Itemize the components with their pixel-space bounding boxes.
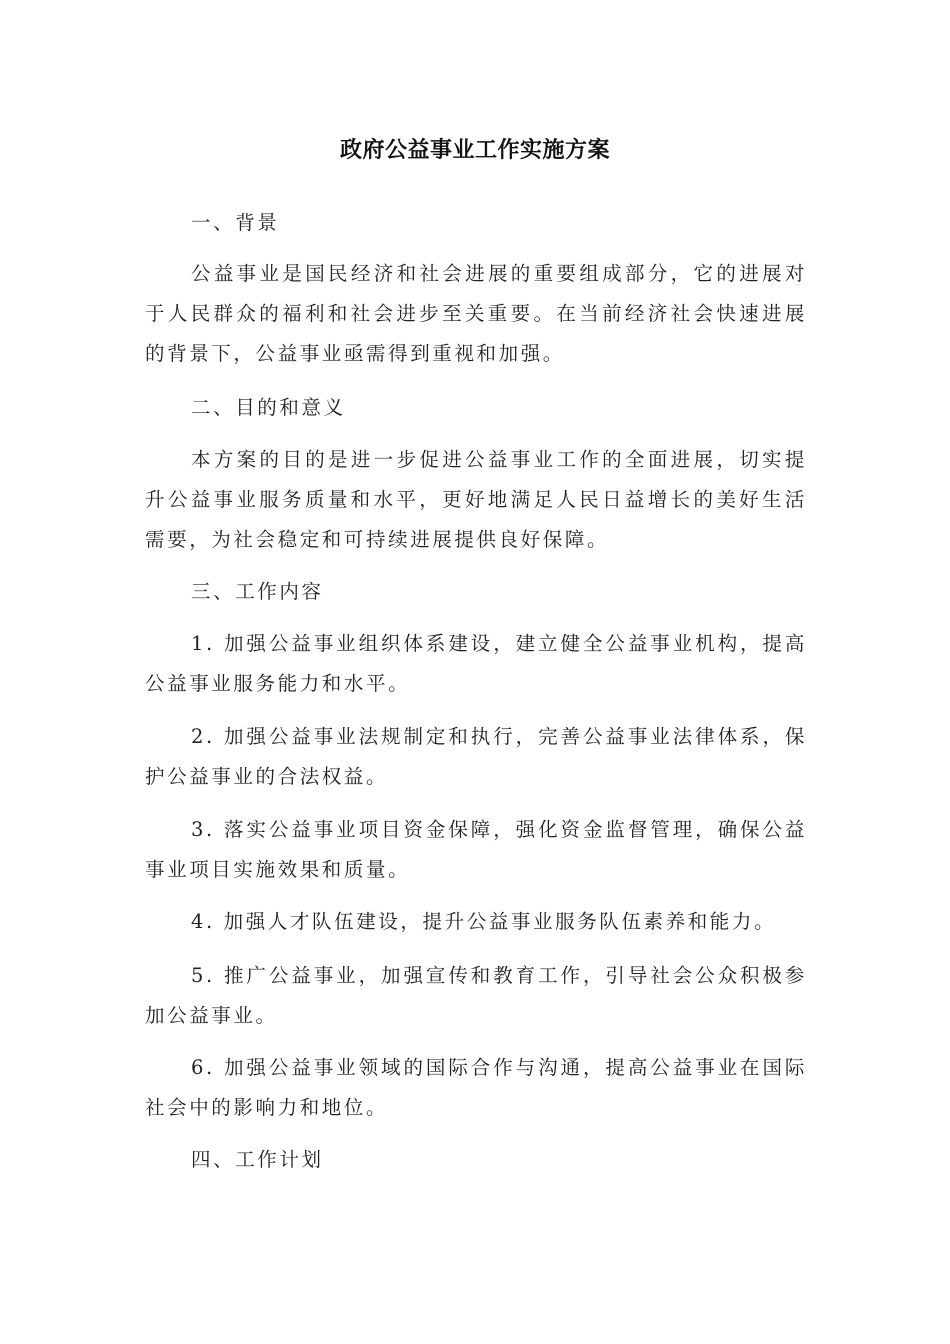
section-heading-content: 三、工作内容 xyxy=(191,580,324,603)
content-item-5: 5. 推广公益事业，加强宣传和教育工作，引导社会公众积极参加公益事业。 xyxy=(145,964,807,1027)
content-item-6: 6. 加强公益事业领域的国际合作与沟通，提高公益事业在国际社会中的影响力和地位。 xyxy=(145,1056,807,1119)
section-heading-plan: 四、工作计划 xyxy=(191,1148,324,1171)
content-item-1: 1. 加强公益事业组织体系建设，建立健全公益事业机构，提高公益事业服务能力和水平。 xyxy=(145,632,807,695)
content-item-2: 2. 加强公益事业法规制定和执行，完善公益事业法律体系，保护公益事业的合法权益。 xyxy=(145,725,807,788)
section-heading-background: 一、背景 xyxy=(191,211,280,234)
content-item-4: 4. 加强人才队伍建设，提升公益事业服务队伍素养和能力。 xyxy=(191,910,777,933)
purpose-paragraph: 本方案的目的是进一步促进公益事业工作的全面进展，切实提升公益事业服务质量和水平，更好地满足人民日益增长的美好生活需要，为社会稳定和可持续进展提供良好保障。 xyxy=(145,448,807,551)
document-title: 政府公益事业工作实施方案 xyxy=(339,138,610,163)
content-item-3: 3. 落实公益事业项目资金保障，强化资金监督管理，确保公益事业项目实施效果和质量。 xyxy=(145,818,807,881)
background-paragraph: 公益事业是国民经济和社会进展的重要组成部分，它的进展对于人民群众的福利和社会进步至关重要。在当前经济社会快速进展的背景下，公益事业亟需得到重视和加强。 xyxy=(145,262,807,365)
section-heading-purpose: 二、目的和意义 xyxy=(191,396,346,419)
